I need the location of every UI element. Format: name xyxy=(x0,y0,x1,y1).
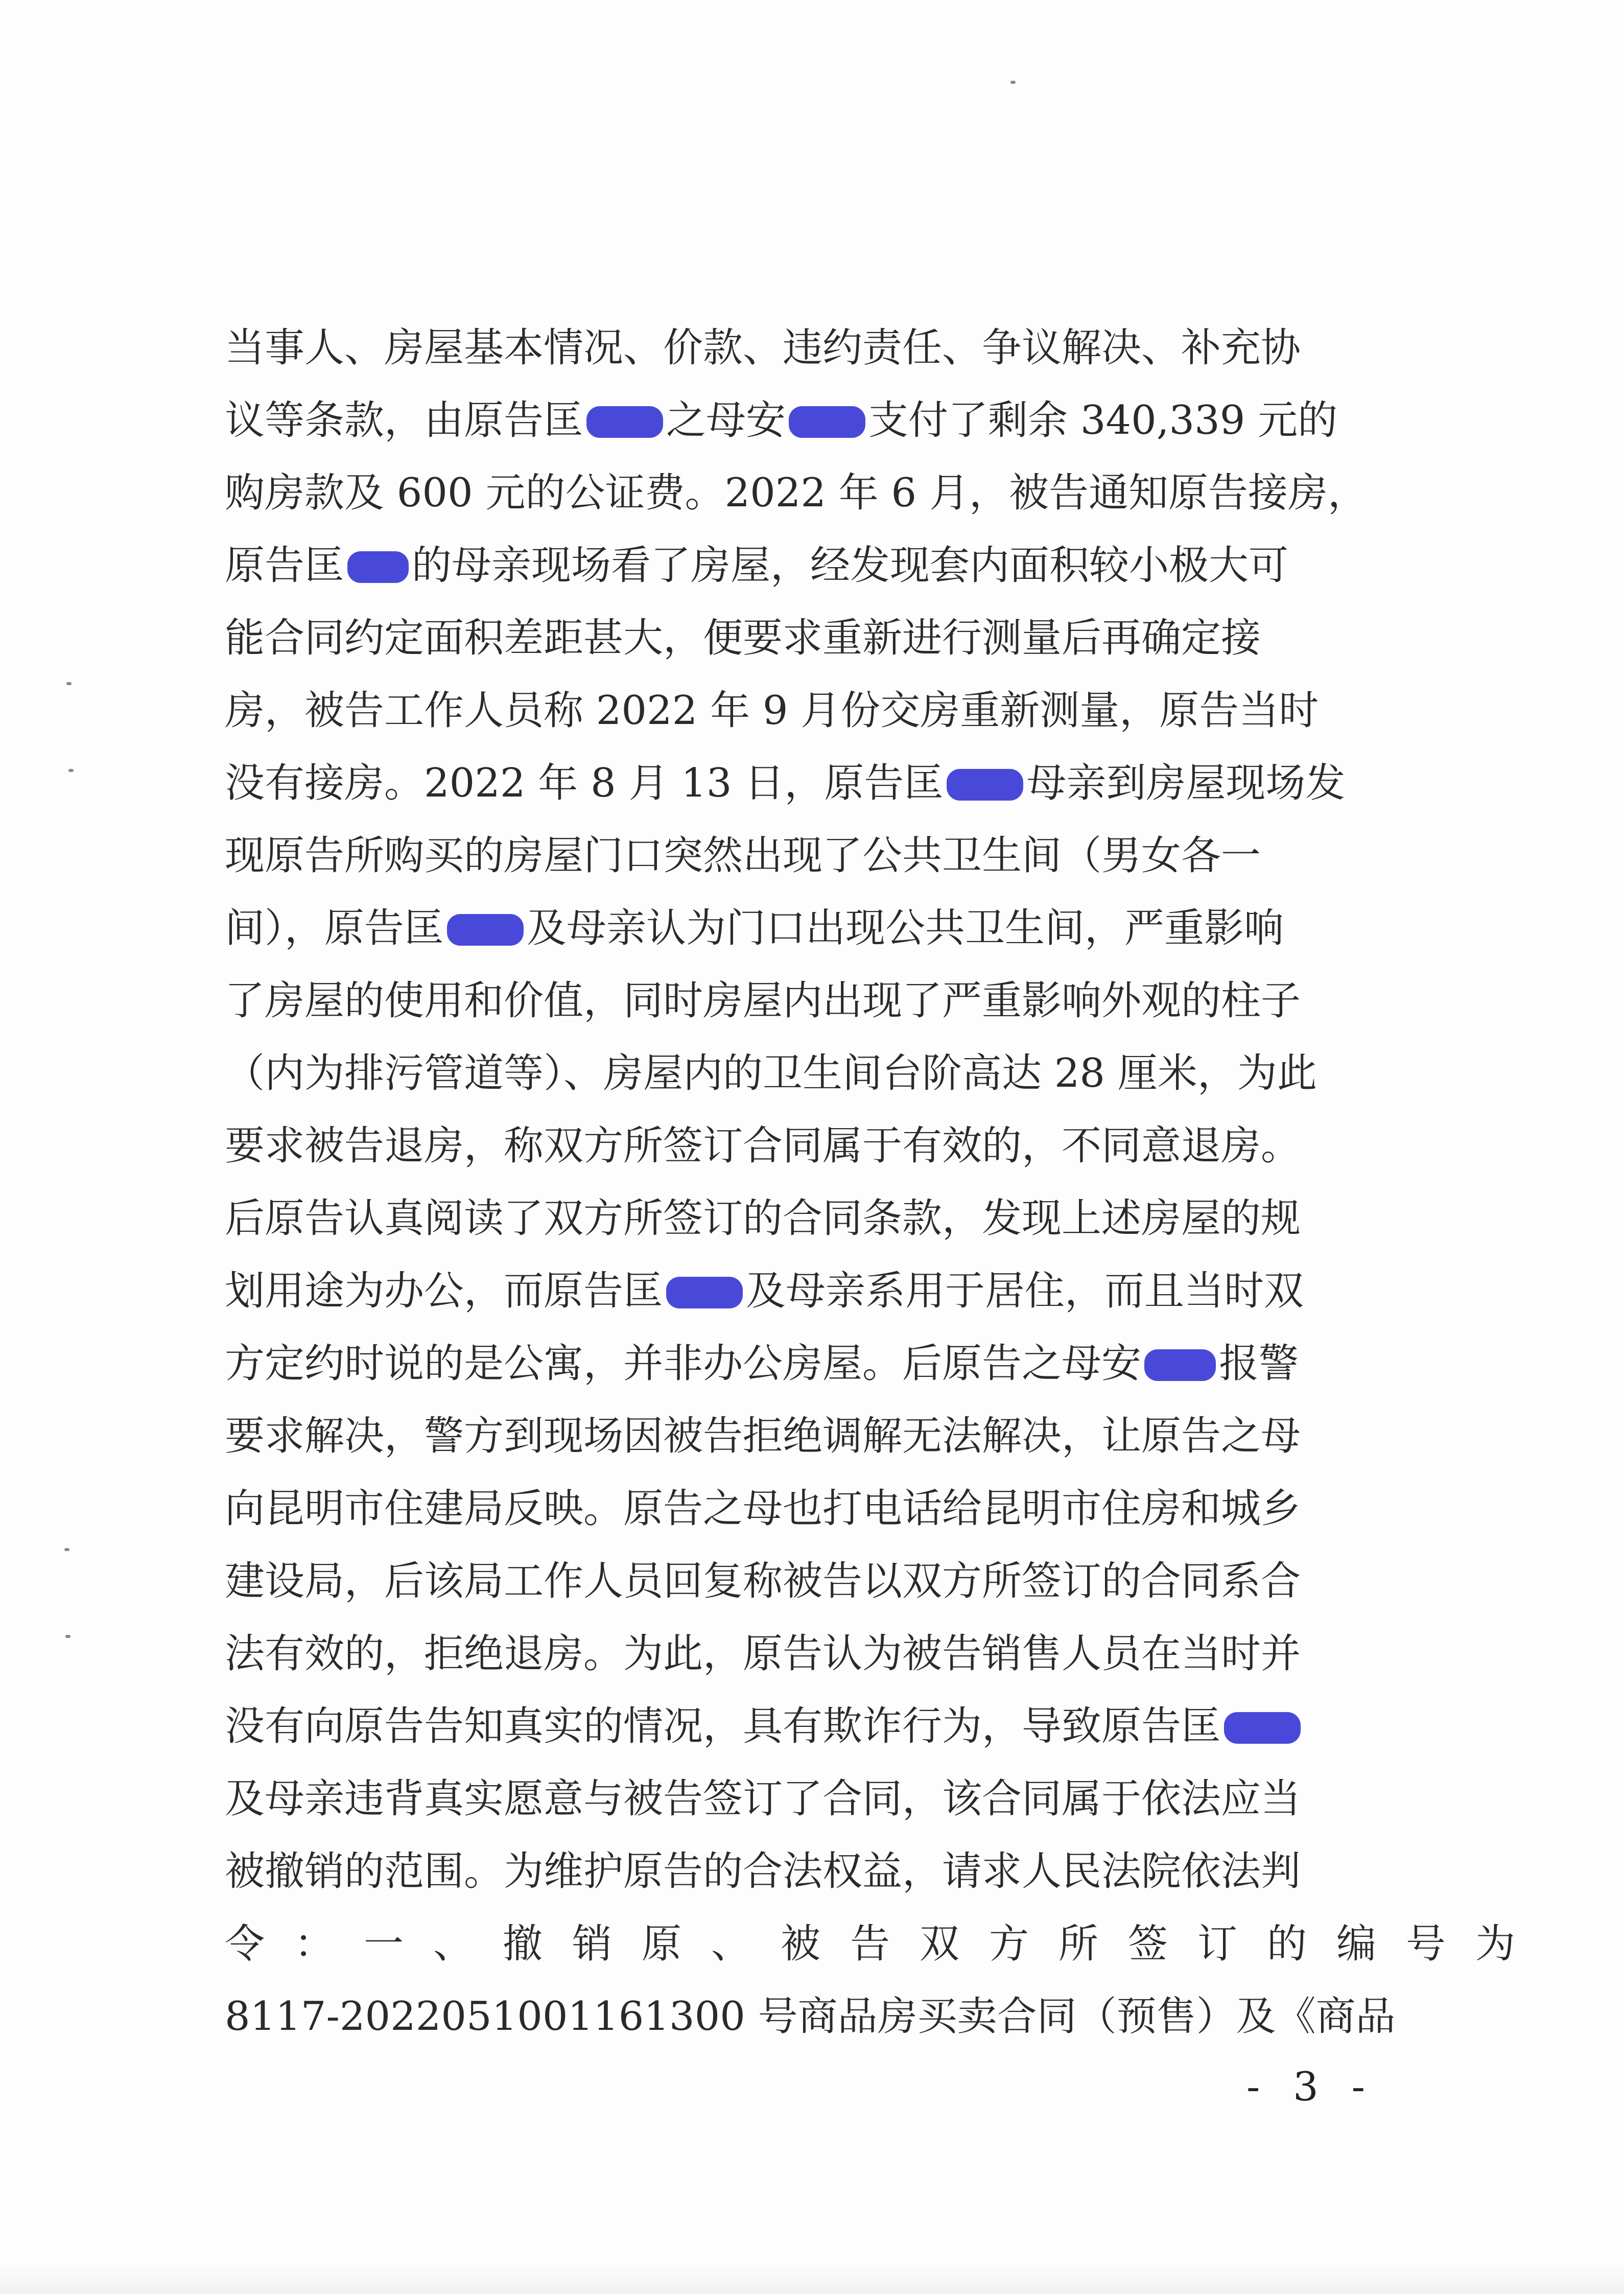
text-line xyxy=(225,1255,1384,1327)
scan-speck xyxy=(64,1548,69,1551)
text-line xyxy=(225,1980,1396,2053)
text-line xyxy=(225,384,1384,457)
text-line xyxy=(225,1908,1545,1980)
redaction-mark xyxy=(1144,1349,1216,1381)
text-line xyxy=(225,965,1384,1037)
redaction-mark xyxy=(586,406,663,438)
line-text: 报警 xyxy=(1219,1341,1299,1387)
text-line xyxy=(225,1472,1384,1545)
redaction-mark xyxy=(347,551,409,583)
line-text: 及母亲认为门口出现公共卫生间，严重影响 xyxy=(527,905,1284,951)
line-text: 当事人、房屋基本情况、价款、违约责任、争议解决、补充协 xyxy=(225,325,1301,371)
line-text: 原告匡 xyxy=(225,543,345,589)
line-text: 划用途为办公，而原告匡 xyxy=(225,1268,664,1314)
text-line xyxy=(225,602,1384,674)
text-line xyxy=(225,1763,1384,1835)
scan-speck xyxy=(1010,81,1016,84)
line-text: 方定约时说的是公寓，并非办公房屋。后原告之母安 xyxy=(225,1341,1142,1387)
text-line xyxy=(225,312,1384,384)
body-text xyxy=(225,312,1545,2053)
line-text: 房，被告工作人员称 2022 年 9 月份交房重新测量，原告当时 xyxy=(225,688,1319,734)
line-text: 及母亲系用于居住，而且当时双 xyxy=(746,1268,1304,1314)
scan-edge xyxy=(0,2263,1624,2294)
line-text: 没有向原告告知真实的情况，具有欺诈行为，导致原告匡 xyxy=(225,1703,1221,1749)
line-text: 购房款及 600 元的公证费。2022 年 6 月，被告通知原告接房， xyxy=(225,470,1368,516)
line-text: 被撤销的范围。为维护原告的合法权益，请求人民法院依法判 xyxy=(225,1848,1301,1894)
text-line xyxy=(225,1690,1384,1763)
line-text: 的母亲现场看了房屋，经发现套内面积较小极大可 xyxy=(412,543,1289,589)
redaction-mark xyxy=(947,769,1023,801)
line-text: 及母亲违背真实愿意与被告签订了合同，该合同属于依法应当 xyxy=(225,1776,1301,1822)
line-text: 令：一、撤销原、被告双方所签订的编号为 xyxy=(225,1921,1545,1967)
redaction-mark xyxy=(666,1277,743,1308)
line-text: 现原告所购买的房屋门口突然出现了公共卫生间（男女各一 xyxy=(225,833,1261,879)
text-line xyxy=(225,674,1384,747)
line-text: 8117-2022051001161300 号商品房买卖合同（预售）及《商品 xyxy=(225,1994,1396,2040)
text-line xyxy=(225,747,1384,820)
line-text: 建设局，后该局工作人员回复称被告以双方所签订的合同系合 xyxy=(225,1558,1301,1604)
line-text: 间），原告匡 xyxy=(225,905,444,951)
line-text: 要求解决，警方到现场因被告拒绝调解无法解决，让原告之母 xyxy=(225,1413,1301,1459)
redaction-mark xyxy=(447,914,524,946)
line-text: 支付了剩余 340,339 元的 xyxy=(868,397,1338,443)
text-line xyxy=(225,529,1384,602)
scan-speck xyxy=(66,682,72,685)
line-text: （内为排污管道等）、房屋内的卫生间台阶高达 28 厘米，为此 xyxy=(225,1050,1317,1096)
line-text: 向昆明市住建局反映。原告之母也打电话给昆明市住房和城乡 xyxy=(225,1486,1301,1532)
line-text: 没有接房。2022 年 8 月 13 日，原告匡 xyxy=(225,760,944,806)
line-text: 了房屋的使用和价值，同时房屋内出现了严重影响外观的柱子 xyxy=(225,978,1301,1024)
text-line xyxy=(225,1835,1384,1908)
text-line xyxy=(225,457,1384,529)
redaction-mark xyxy=(1224,1712,1301,1744)
text-line xyxy=(225,820,1384,892)
text-line xyxy=(225,1327,1384,1400)
line-text: 母亲到房屋现场发 xyxy=(1026,760,1346,806)
text-line xyxy=(225,1618,1384,1690)
scan-speck xyxy=(68,769,74,772)
line-text: 后原告认真阅读了双方所签订的合同条款，发现上述房屋的规 xyxy=(225,1196,1301,1242)
line-text: 议等条款，由原告匡 xyxy=(225,397,584,443)
text-line xyxy=(225,1110,1384,1182)
line-text: 能合同约定面积差距甚大，便要求重新进行测量后再确定接 xyxy=(225,615,1261,661)
text-line xyxy=(225,1545,1384,1618)
text-line xyxy=(225,1037,1384,1110)
redaction-mark xyxy=(789,406,865,438)
line-text: 法有效的，拒绝退房。为此，原告认为被告销售人员在当时并 xyxy=(225,1631,1301,1677)
text-line xyxy=(225,1182,1384,1255)
line-text: 之母安 xyxy=(666,397,786,443)
text-line xyxy=(225,1400,1384,1472)
line-text: 要求被告退房，称双方所签订合同属于有效的，不同意退房。 xyxy=(225,1123,1301,1169)
text-line xyxy=(225,892,1384,965)
page-number: - 3 - xyxy=(1246,2064,1375,2110)
scan-speck xyxy=(65,1635,70,1638)
